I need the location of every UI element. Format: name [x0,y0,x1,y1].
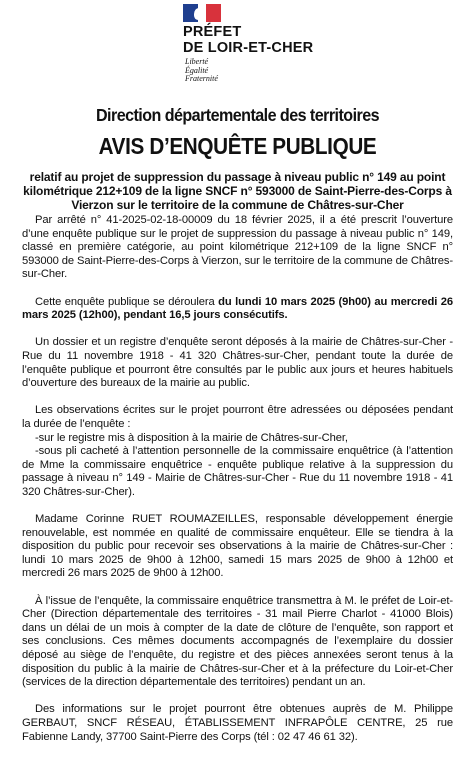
direction-title: Direction départementale des territoires [95,105,380,125]
paragraph-observations: Les observations écrites sur le projet pourront être adressées ou déposées pendant la durée de l’enquête : [22,404,453,430]
dates-intro: Cette enquête publique se déroulera [35,295,219,308]
observation-registre: -sur le registre mis à disposition à la mairie de Châtres-sur-Cher, [35,431,348,444]
prefecture-line-2: DE LOIR-ET-CHER [183,40,314,56]
prefecture-name [183,24,313,56]
paragraph-informations: Des informations sur le projet pourront être obtenues auprès de M. Philippe GERBAUT, SNCF RÉSEAU, ÉTABLISSEMENT INFRAPÔLE CENTRE, 25 rue Fabienne Landy, 37700 Saint-Pierre des Corps (tél : 02 47 46 61 32). [22,703,453,743]
motto-liberte: Liberté [185,57,209,66]
paragraph-commissaire: Madame Corinne RUET ROUMAZEILLES, responsable développement énergie renouvelable, est nommée en qualité de commissaire enquêteur. Elle se tiendra à la disposition du public pour recevoir ses observations à la mairie de Châtres-sur-Cher : lundi 10 mars 2025 de 9h00 à 12h00, samedi 15 mars 2025 de 9h00 à 12h00 et mercredi 26 mars 2025 de 9h00 à 12h00. [22,513,453,580]
notice-title: AVIS D’ENQUÊTE PUBLIQUE [98,133,377,159]
observation-courrier: -sous pli cacheté à l’attention personnelle de la commissaire enquêtrice (à l’attention de Mme la commissaire enquêtrice - enquête publique relative à la suppression du passage à niveau n° 149 - Mairie de Châtres-sur-Cher - Rue du 11 novembre 1918 - 41 320 Châtres-sur-Cher). [22,445,453,498]
notice-subject: relatif au projet de suppression du passage à niveau public n° 149 au point kilométrique 212+109 de la ligne SNCF n° 593000 de Saint-Pierre-des-Corps à Vierzon sur le territoire de la commune de Châtres-sur-Cher [23,170,452,212]
prefecture-header [22,0,453,92]
paragraph-dossier: Un dossier et un registre d’enquête seront déposés à la mairie de Châtres-sur-Cher - Rue du 11 novembre 1918 - 41 320 Châtres-sur-Cher, pendant toute la durée de l’enquête publique et pourront être consultés par le public aux jours et heures habituels d’ouverture des bureaux de la mairie au public. [22,336,453,390]
paragraph-arrete: Par arrêté n° 41-2025-02-18-00009 du 18 février 2025, il a été prescrit l’ouverture d’une enquête publique sur le projet de suppression du passage à niveau public n° 149, classé en première catégorie, au point kilométrique 212+109 de la ligne SNCF n° 593000 de Saint-Pierre-des-Corps à Vierzon, sur le territoire de la commune de Châtres-sur-Cher. [22,214,453,281]
prefecture-line-1: PRÉFET [183,24,242,40]
paragraph-rapport: À l’issue de l’enquête, la commissaire enquêtrice transmettra à M. le préfet de Loir-et-Cher (Direction départementale des territoires - 31 mail Pierre Charlot - 41000 Blois) dans un délai de un mois à compter de la date de clôture de l’enquête, son rapport et ses conclusions. Ces mêmes documents accompagnés de l’exemplaire du dossier déposé au siège de l’enquête, du registre et des pièces annexées seront tenus à la disposition du public à la mairie de Châtres-sur-Cher et à la préfecture du Loir-et-Cher (services de la direction départementale des territoires) pendant un an. [22,594,453,689]
motto-fraternite: Fraternité [185,74,218,83]
motto-egalite: Égalité [185,65,209,75]
notice-body [22,214,453,744]
marianne-flag-logo [183,4,221,22]
dates-period: du lundi 10 mars 2025 (9h00) au mercredi 26 mars 2025 (12h00), pendant 16,5 jours consécutifs. [22,295,453,322]
republic-motto [185,58,218,84]
paragraph-dates [22,296,453,323]
